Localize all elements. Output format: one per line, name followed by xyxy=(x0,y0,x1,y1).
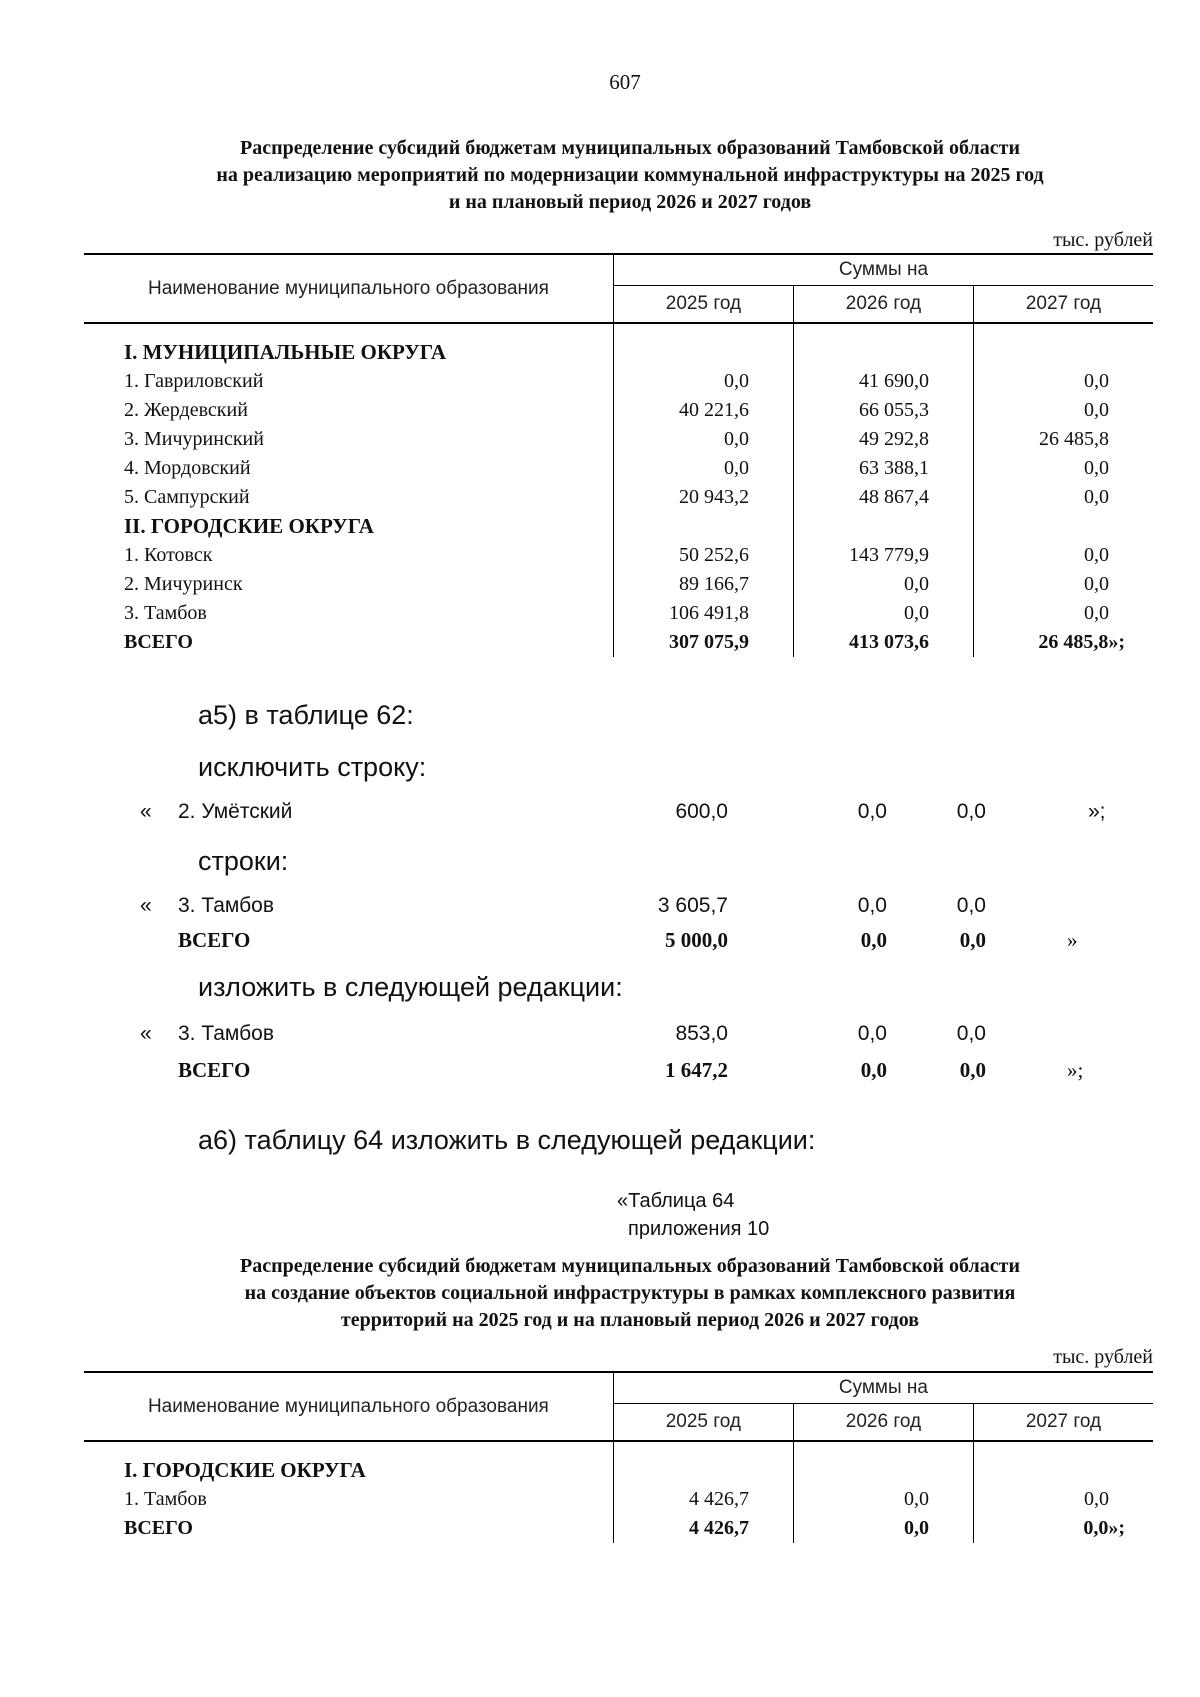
cell-2026: 0,0 xyxy=(793,570,973,599)
table1-units: тыс. рублей xyxy=(1053,229,1153,251)
total-2025: 1 647,2 xyxy=(665,1058,728,1082)
table-row xyxy=(84,454,1153,483)
table-row xyxy=(84,483,1153,512)
table-row xyxy=(84,396,1153,425)
table2-title-line: Распределение субсидий бюджетам муниципальных образований Тамбовской области xyxy=(240,1255,1020,1277)
close-quote: »; xyxy=(1088,800,1106,823)
row-name: 2. Жердевский xyxy=(124,399,248,421)
row-name: 1. Котовск xyxy=(124,544,213,566)
total-2027: 0,0»; xyxy=(973,1514,1153,1543)
cell-2027: 0,0 xyxy=(956,894,986,917)
table1-title xyxy=(130,135,1130,216)
cell-2026: 0,0 xyxy=(793,1485,973,1514)
a6-heading: а6) таблицу 64 изложить в следующей редакции: xyxy=(198,1125,816,1155)
cell-2027: 0,0 xyxy=(973,1485,1153,1514)
cell-2026: 0,0 xyxy=(793,599,973,628)
total-2027: 26 485,8»; xyxy=(973,628,1153,657)
cell-2025: 0,0 xyxy=(613,367,793,396)
cell-2026: 41 690,0 xyxy=(793,367,973,396)
total-row xyxy=(84,628,1153,657)
table64-appendix: приложения 10 xyxy=(628,1218,770,1240)
table-row xyxy=(84,367,1153,396)
column-header-year: 2026 год xyxy=(793,1404,973,1442)
cell-2025: 3 605,7 xyxy=(657,894,728,917)
section-row xyxy=(84,512,1153,541)
cell-2026: 66 055,3 xyxy=(793,396,973,425)
section-row xyxy=(84,1456,1153,1485)
cell-2026: 143 779,9 xyxy=(793,541,973,570)
total-row xyxy=(84,1514,1153,1543)
a5-rows-label: строки: xyxy=(198,846,289,876)
column-header-year: 2025 год xyxy=(613,286,793,324)
row-name: 1. Тамбов xyxy=(124,1488,207,1510)
column-header-sums: Суммы на xyxy=(613,254,1153,286)
total-label: ВСЕГО xyxy=(178,1058,251,1082)
open-quote: « xyxy=(140,894,152,917)
row-name: 3. Тамбов xyxy=(178,1022,274,1045)
row-name: 2. Умётский xyxy=(178,800,293,823)
table64-caption: «Таблица 64 xyxy=(617,1190,735,1212)
total-2026: 0,0 xyxy=(860,1058,887,1082)
table1-title-line: и на плановый период 2026 и 2027 годов xyxy=(448,191,812,213)
row-name: 4. Мордовский xyxy=(124,457,251,479)
total-2025: 4 426,7 xyxy=(613,1514,793,1543)
cell-2026: 49 292,8 xyxy=(793,425,973,454)
cell-2027: 0,0 xyxy=(973,367,1153,396)
amend-row-new-total xyxy=(132,1058,1132,1090)
row-name: 3. Мичуринский xyxy=(124,428,264,450)
cell-2026: 0,0 xyxy=(857,894,887,917)
page-number: 607 xyxy=(609,70,641,94)
table2-title-line: территорий на 2025 год и на плановый период 2026 и 2027 годов xyxy=(340,1309,920,1331)
close-quote: »; xyxy=(1067,1058,1084,1082)
cell-2027: 0,0 xyxy=(973,396,1153,425)
cell-2026: 0,0 xyxy=(857,1022,887,1045)
table2-title-line: на создание объектов социальной инфраструктуры в рамках комплексного развития xyxy=(244,1282,1016,1304)
cell-2025: 0,0 xyxy=(613,454,793,483)
cell-2027: 0,0 xyxy=(956,800,986,823)
section-title: I. ГОРОДСКИЕ ОКРУГА xyxy=(124,1458,366,1482)
cell-2025: 853,0 xyxy=(675,1022,728,1045)
table1 xyxy=(84,253,1153,657)
cell-2027: 0,0 xyxy=(973,483,1153,512)
cell-2027: 0,0 xyxy=(973,599,1153,628)
cell-2027: 0,0 xyxy=(973,570,1153,599)
total-2027: 0,0 xyxy=(959,928,986,952)
row-name: 3. Тамбов xyxy=(178,894,274,917)
cell-2027: 26 485,8 xyxy=(973,425,1153,454)
column-header-name: Наименование муниципального образования xyxy=(84,254,613,323)
cell-2025: 4 426,7 xyxy=(613,1485,793,1514)
amend-row-old xyxy=(132,894,1132,926)
column-header-name: Наименование муниципального образования xyxy=(84,1372,613,1441)
row-name: 1. Гавриловский xyxy=(124,370,264,392)
table-row xyxy=(84,541,1153,570)
total-2026: 0,0 xyxy=(860,928,887,952)
cell-2025: 106 491,8 xyxy=(613,599,793,628)
total-label: ВСЕГО xyxy=(178,928,251,952)
table-row xyxy=(84,570,1153,599)
column-header-year: 2027 год xyxy=(973,286,1153,324)
row-name: 2. Мичуринск xyxy=(124,573,243,595)
section-row xyxy=(84,338,1153,367)
cell-2027: 0,0 xyxy=(973,454,1153,483)
cell-2025: 20 943,2 xyxy=(613,483,793,512)
amend-row-excluded xyxy=(132,800,1132,832)
section-title: I. МУНИЦИПАЛЬНЫЕ ОКРУГА xyxy=(124,340,447,364)
cell-2025: 89 166,7 xyxy=(613,570,793,599)
column-header-year: 2026 год xyxy=(793,286,973,324)
table2-units: тыс. рублей xyxy=(1053,1346,1153,1368)
total-2025: 307 075,9 xyxy=(613,628,793,657)
column-header-sums: Суммы на xyxy=(613,1372,1153,1404)
column-header-year: 2027 год xyxy=(973,1404,1153,1442)
cell-2025: 50 252,6 xyxy=(613,541,793,570)
cell-2025: 40 221,6 xyxy=(613,396,793,425)
a5-exclude-label: исключить строку: xyxy=(198,752,427,782)
cell-2026: 63 388,1 xyxy=(793,454,973,483)
table2 xyxy=(84,1371,1153,1543)
total-2025: 5 000,0 xyxy=(665,928,728,952)
table1-title-line: Распределение субсидий бюджетам муниципальных образований Тамбовской области xyxy=(240,137,1020,159)
total-2026: 0,0 xyxy=(793,1514,973,1543)
total-2027: 0,0 xyxy=(959,1058,986,1082)
total-label: ВСЕГО xyxy=(124,631,193,653)
table2-title xyxy=(130,1253,1130,1334)
cell-2027: 0,0 xyxy=(956,1022,986,1045)
cell-2025: 0,0 xyxy=(613,425,793,454)
cell-2027: 0,0 xyxy=(973,541,1153,570)
amend-row-old-total xyxy=(132,928,1132,960)
amend-row-new xyxy=(132,1022,1132,1054)
cell-2026: 0,0 xyxy=(857,800,887,823)
table-row xyxy=(84,1485,1153,1514)
table-row xyxy=(84,599,1153,628)
open-quote: « xyxy=(140,800,152,823)
cell-2026: 48 867,4 xyxy=(793,483,973,512)
table1-title-line: на реализацию мероприятий по модернизации коммунальной инфраструктуры на 2025 год xyxy=(216,164,1044,186)
close-quote: » xyxy=(1067,928,1078,952)
table-row xyxy=(84,425,1153,454)
open-quote: « xyxy=(140,1022,152,1045)
total-label: ВСЕГО xyxy=(124,1517,193,1539)
row-name: 5. Сампурский xyxy=(124,486,250,508)
row-name: 3. Тамбов xyxy=(124,602,207,624)
section-title: II. ГОРОДСКИЕ ОКРУГА xyxy=(124,514,374,538)
a5-new-label: изложить в следующей редакции: xyxy=(198,972,623,1002)
a5-heading: а5) в таблице 62: xyxy=(198,700,414,730)
cell-2025: 600,0 xyxy=(675,800,728,823)
total-2026: 413 073,6 xyxy=(793,628,973,657)
column-header-year: 2025 год xyxy=(613,1404,793,1442)
